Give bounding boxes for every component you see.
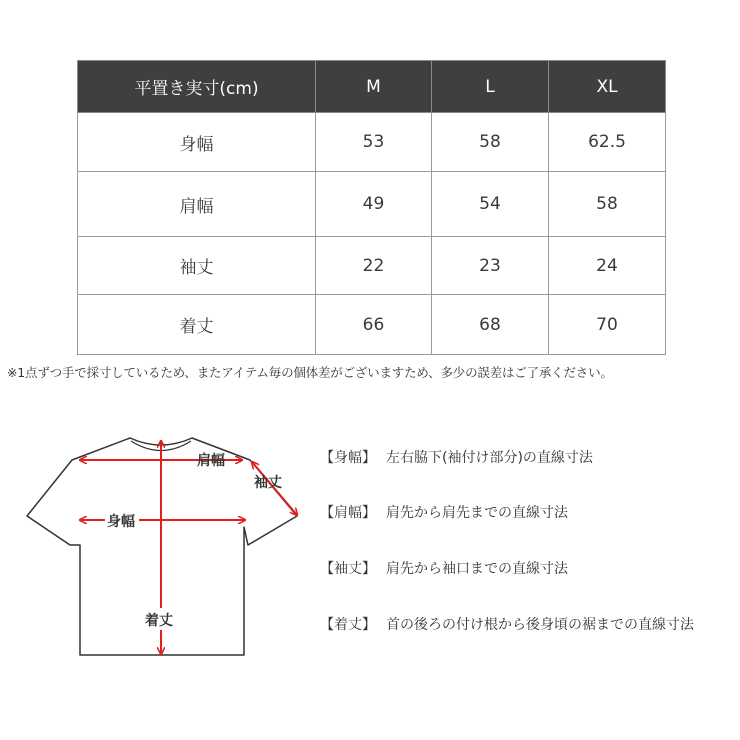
cell-value: 68	[432, 295, 549, 355]
definition-term: 【肩幅】	[320, 505, 376, 521]
cell-value: 24	[549, 237, 666, 295]
row-label: 着丈	[78, 295, 316, 355]
header-size-xl: XL	[549, 61, 666, 113]
cell-value: 53	[316, 113, 432, 172]
sleeve-label: 袖丈	[254, 475, 282, 491]
definition-item	[320, 502, 568, 522]
definition-desc: 首の後ろの付け根から後身頃の裾までの直線寸法	[386, 617, 694, 633]
cell-value: 58	[549, 172, 666, 237]
definition-desc: 左右脇下(袖付け部分)の直線寸法	[386, 450, 593, 466]
definition-desc: 肩先から袖口までの直線寸法	[386, 561, 568, 577]
cell-value: 66	[316, 295, 432, 355]
shoulder-label: 肩幅	[197, 453, 225, 469]
row-label: 身幅	[78, 113, 316, 172]
cell-value: 49	[316, 172, 432, 237]
definition-term: 【身幅】	[320, 450, 376, 466]
header-measurement: 平置き実寸(cm)	[78, 61, 316, 113]
chest-label: 身幅	[107, 514, 135, 530]
definition-item	[320, 447, 593, 467]
definition-desc: 肩先から肩先までの直線寸法	[386, 505, 568, 521]
definition-item	[320, 558, 568, 578]
length-label: 着丈	[145, 613, 173, 629]
cell-value: 23	[432, 237, 549, 295]
cell-value: 70	[549, 295, 666, 355]
cell-value: 62.5	[549, 113, 666, 172]
row-label: 肩幅	[78, 172, 316, 237]
row-label: 袖丈	[78, 237, 316, 295]
cell-value: 54	[432, 172, 549, 237]
measurement-note: ※1点ずつ手で採寸しているため、またアイテム毎の個体差がございますため、多少の誤差はご了承ください。	[7, 365, 613, 380]
cell-value: 58	[432, 113, 549, 172]
definition-item	[320, 614, 694, 634]
definition-term: 【袖丈】	[320, 561, 376, 577]
header-size-l: L	[432, 61, 549, 113]
cell-value: 22	[316, 237, 432, 295]
header-size-m: M	[316, 61, 432, 113]
definition-term: 【着丈】	[320, 617, 376, 633]
